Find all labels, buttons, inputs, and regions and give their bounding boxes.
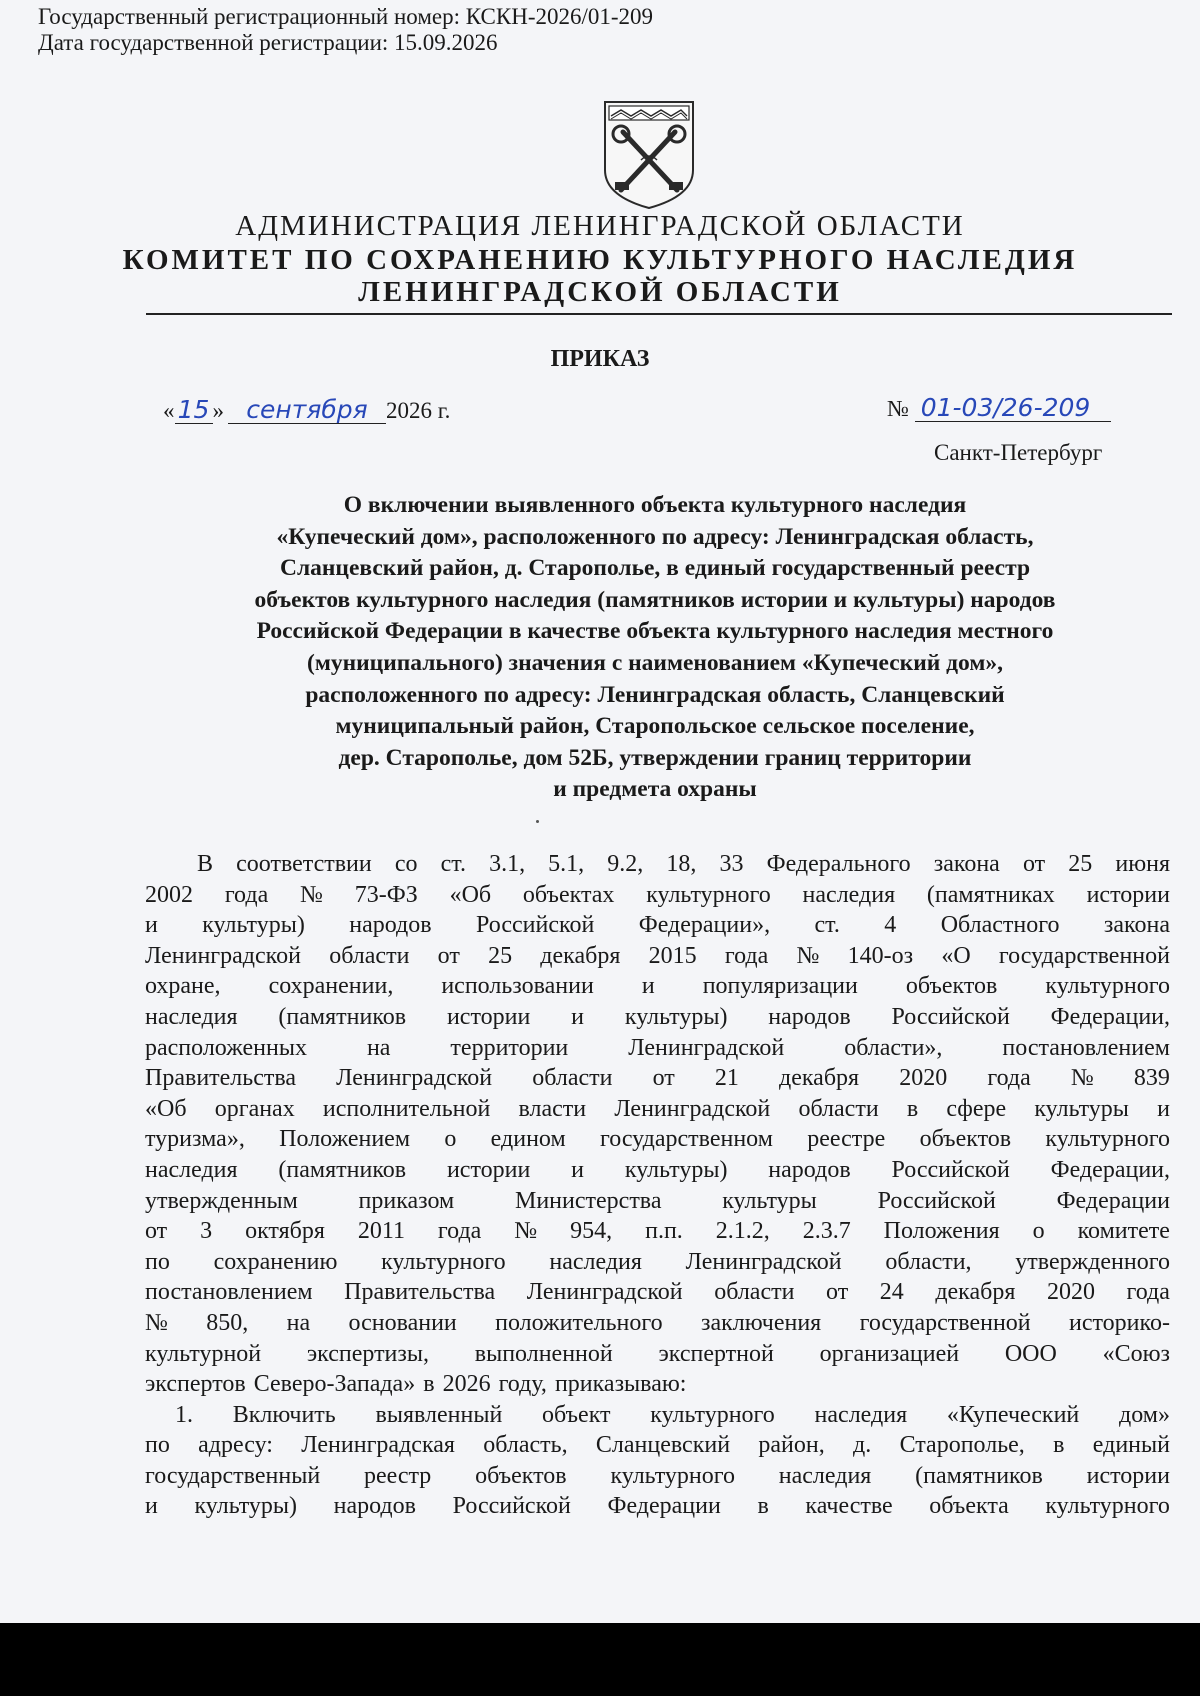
body-word: государственной xyxy=(998,942,1170,969)
body-line xyxy=(145,849,1170,880)
committee-title: КОМИТЕТ ПО СОХРАНЕНИЮ КУЛЬТУРНОГО НАСЛЕДИЯ xyxy=(122,244,1078,276)
body-word: реестре xyxy=(807,1126,886,1153)
body-line xyxy=(145,1033,1170,1064)
body-word: области», xyxy=(844,1034,943,1061)
body-word: году, xyxy=(498,1371,547,1398)
body-word: приказываю: xyxy=(554,1371,687,1398)
body-word: от xyxy=(652,1065,675,1092)
body-word: 954, xyxy=(570,1218,613,1245)
body-word: органах xyxy=(214,1095,295,1122)
body-word: государственной xyxy=(859,1309,1031,1336)
body-word: расположенных xyxy=(145,1034,307,1061)
body-word: «Союз xyxy=(1102,1340,1170,1367)
subject-line: Российской Федерации в качестве объекта культурного наследия местного xyxy=(256,618,1054,645)
order-subject xyxy=(140,490,1170,806)
body-word: закона xyxy=(1103,912,1170,939)
body-word: от xyxy=(437,942,460,969)
body-word: культурного xyxy=(650,1401,775,1428)
body-word: наследия xyxy=(814,1401,908,1428)
body-word: года xyxy=(724,942,769,969)
body-word: народов xyxy=(349,912,432,939)
body-word: октября xyxy=(245,1218,325,1245)
body-word: утвержденным xyxy=(145,1187,298,1214)
coat-of-arms-icon xyxy=(601,98,697,210)
body-word: года xyxy=(987,1065,1031,1092)
body-word: организацией xyxy=(819,1340,960,1367)
body-word: закона xyxy=(933,851,1000,877)
body-word: объектах xyxy=(522,881,615,908)
body-word: Положения xyxy=(883,1218,1000,1245)
body-word: области xyxy=(329,942,410,969)
body-line xyxy=(145,910,1170,941)
body-word: по xyxy=(145,1248,170,1275)
body-word: выполненной xyxy=(474,1340,613,1367)
body-line xyxy=(145,1491,1170,1522)
subject-line: расположенного по адресу: Ленинградская область, Сланцевский xyxy=(305,681,1005,708)
body-line xyxy=(145,1155,1170,1186)
body-word: 1. xyxy=(175,1401,193,1428)
body-word: исполнительной xyxy=(322,1095,491,1122)
body-word: культуры xyxy=(1034,1095,1129,1122)
date-day-field xyxy=(175,395,213,424)
body-word: 850, xyxy=(206,1309,249,1336)
body-line xyxy=(145,1461,1170,1492)
order-body xyxy=(145,849,1170,1522)
body-word: 9.2, xyxy=(607,851,644,877)
body-word: народов xyxy=(768,1156,851,1183)
administration-title: АДМИНИСТРАЦИЯ ЛЕНИНГРАДСКОЙ ОБЛАСТИ xyxy=(235,210,965,242)
subject-line: дер. Старополье, дом 52Б, утверждении границ территории xyxy=(338,744,972,771)
date-open-quote: « xyxy=(163,398,175,423)
body-word: Российской xyxy=(877,1187,996,1214)
body-word: п.п. xyxy=(645,1218,683,1245)
body-line xyxy=(145,1400,1170,1431)
body-word: сохранению xyxy=(213,1248,338,1275)
body-word: культуры) xyxy=(202,912,305,939)
body-word: на xyxy=(366,1034,391,1061)
body-word: «Об xyxy=(449,881,492,908)
body-word: дом» xyxy=(1119,1401,1170,1428)
body-word: 839 xyxy=(1133,1065,1170,1092)
number-value: 01-03/26-209 xyxy=(920,393,1091,422)
registration-info xyxy=(38,4,653,56)
body-word: 2.3.7 xyxy=(802,1218,851,1245)
body-word: области xyxy=(798,1095,879,1122)
body-word: государственном xyxy=(599,1126,773,1153)
body-word: культурного xyxy=(646,881,771,908)
date-month: сентября xyxy=(246,395,368,424)
ink-dot xyxy=(536,820,539,823)
body-word: области xyxy=(532,1065,613,1092)
body-word: выявленный xyxy=(375,1401,503,1428)
body-word: объектов xyxy=(919,1126,1012,1153)
subject-line: «Купеческий дом», расположенного по адресу: Ленинградская область, xyxy=(276,523,1034,550)
body-word: культурного xyxy=(610,1462,735,1489)
body-word: Областного xyxy=(940,912,1060,939)
body-word: сохранении, xyxy=(268,973,394,1000)
body-word: года xyxy=(224,881,269,908)
body-word: единый xyxy=(1092,1432,1170,1459)
body-word: культуры xyxy=(722,1187,817,1214)
number-field xyxy=(915,393,1111,422)
body-word: и xyxy=(1157,1095,1170,1122)
body-word: народов xyxy=(333,1493,416,1520)
body-word: Ленинградская xyxy=(301,1432,455,1459)
body-word: декабря xyxy=(540,942,621,969)
body-word: заключения xyxy=(700,1309,822,1336)
subject-line: и предмета охраны xyxy=(553,776,757,803)
body-word: постановлением xyxy=(1002,1034,1170,1061)
body-word: культурного xyxy=(1045,1493,1170,1520)
body-word: 2026 xyxy=(442,1371,491,1398)
order-date xyxy=(163,395,451,424)
body-word: объектов xyxy=(475,1462,567,1489)
body-word: адресу: xyxy=(198,1432,273,1459)
body-word: приказом xyxy=(358,1187,455,1214)
body-word: 25 xyxy=(488,942,513,969)
body-word: на xyxy=(286,1309,311,1336)
body-word: истории xyxy=(446,1003,531,1030)
body-word: № xyxy=(145,1309,168,1336)
body-word: и xyxy=(145,912,158,939)
body-line xyxy=(145,880,1170,911)
body-word: постановлением xyxy=(145,1279,313,1306)
date-month-field xyxy=(228,395,386,424)
body-word: (памятниках xyxy=(926,881,1055,908)
subject-line: Сланцевский район, д. Старополье, в единый государственный реестр xyxy=(279,555,1031,582)
body-word: реестр xyxy=(363,1462,432,1489)
body-line xyxy=(145,1094,1170,1125)
body-word: сфере xyxy=(946,1095,1007,1122)
body-word: использовании xyxy=(441,973,594,1000)
body-word: от xyxy=(826,1279,849,1306)
body-word: власти xyxy=(518,1095,587,1122)
body-word: 21 xyxy=(714,1065,739,1092)
body-word: объекта xyxy=(929,1493,1009,1520)
subject-line: муниципальный район, Старопольское сельское поселение, xyxy=(335,713,975,740)
body-word: объектов xyxy=(905,973,998,1000)
date-year: 2026 г. xyxy=(386,398,451,423)
scan-border xyxy=(0,1623,1200,1696)
body-word: 24 xyxy=(879,1279,904,1306)
body-word: июня xyxy=(1115,851,1170,877)
body-word: истории xyxy=(1086,881,1170,908)
body-word: 2020 xyxy=(1046,1279,1095,1306)
body-word: территории xyxy=(450,1034,569,1061)
body-line xyxy=(145,971,1170,1002)
body-word: комитете xyxy=(1077,1218,1170,1245)
body-word: Ленинградской xyxy=(614,1095,771,1122)
body-word: Положением xyxy=(279,1126,411,1153)
body-word: Федерации», xyxy=(638,912,771,939)
subject-line: объектов культурного наследия (памятников истории и культуры) народов xyxy=(254,586,1056,613)
body-word: (памятников xyxy=(915,1462,1043,1489)
body-word: № xyxy=(300,881,323,908)
body-word: Правительства xyxy=(145,1065,297,1092)
header-divider xyxy=(146,313,1172,315)
body-line xyxy=(145,1339,1170,1370)
body-word: культурного xyxy=(1045,973,1170,1000)
body-word: Сланцевский xyxy=(595,1432,731,1459)
body-word: культурного xyxy=(1045,1126,1170,1153)
body-line xyxy=(145,1308,1170,1339)
body-line xyxy=(145,1247,1170,1278)
body-word: и xyxy=(571,1003,585,1030)
body-word: народов xyxy=(768,1003,851,1030)
body-word: и xyxy=(145,1493,158,1520)
number-label: № xyxy=(887,396,909,421)
body-word: основании xyxy=(348,1309,457,1336)
body-word: культурной xyxy=(145,1340,262,1367)
body-word: охране, xyxy=(145,973,221,1000)
body-word: наследия xyxy=(549,1248,642,1275)
body-word: 3 xyxy=(200,1218,213,1245)
body-word: Ленинградской xyxy=(526,1279,683,1306)
body-word: истории xyxy=(1086,1462,1170,1489)
body-word: наследия xyxy=(145,1156,238,1183)
body-word: наследия xyxy=(145,1003,238,1030)
body-word: 73-ФЗ xyxy=(354,881,418,908)
body-word: качестве xyxy=(805,1493,893,1520)
body-word: и xyxy=(571,1156,585,1183)
order-city: Санкт-Петербург xyxy=(934,440,1103,465)
body-word: Федерации, xyxy=(1050,1003,1170,1030)
body-word: 2002 xyxy=(145,881,193,908)
body-word: экспертной xyxy=(658,1340,774,1367)
body-word: в xyxy=(423,1371,435,1398)
subject-line: О включении выявленного объекта культурного наследия xyxy=(343,492,967,518)
body-word: Российской xyxy=(891,1156,1010,1183)
body-word: от xyxy=(145,1218,168,1245)
body-word: ст. xyxy=(440,851,466,877)
date-day: 15 xyxy=(177,395,210,424)
body-word: «Купеческий xyxy=(946,1401,1080,1428)
body-word: культуры) xyxy=(194,1493,298,1520)
body-word: от xyxy=(1022,851,1046,877)
body-word: Министерства xyxy=(515,1187,662,1214)
body-word: области xyxy=(714,1279,795,1306)
body-line xyxy=(145,1124,1170,1155)
body-word: Российской xyxy=(476,912,595,939)
body-word: 2020 xyxy=(899,1065,948,1092)
body-word: район, xyxy=(758,1432,825,1459)
body-word: в xyxy=(906,1095,919,1122)
body-word: утвержденного xyxy=(1015,1248,1170,1275)
body-word: положительного xyxy=(495,1309,663,1336)
body-word: Федерального xyxy=(766,851,911,877)
body-line xyxy=(145,1430,1170,1461)
body-line xyxy=(145,1002,1170,1033)
body-word: государственный xyxy=(145,1462,321,1489)
body-word: по xyxy=(145,1432,170,1459)
body-word: область, xyxy=(483,1432,568,1459)
body-line xyxy=(145,941,1170,972)
body-word: 3.1, xyxy=(489,851,526,877)
body-word: культуры) xyxy=(624,1003,728,1030)
body-word: культуры) xyxy=(624,1156,728,1183)
body-word: культурного xyxy=(381,1248,506,1275)
body-word: года xyxy=(437,1218,482,1245)
body-word: Ленинградской xyxy=(628,1034,785,1061)
subject-line: (муниципального) значения с наименованием «Купеческий дом», xyxy=(307,649,1003,676)
order-number xyxy=(887,393,1111,422)
body-word: наследия xyxy=(802,881,896,908)
body-word: Северо-Запада» xyxy=(253,1371,416,1398)
body-word: № xyxy=(796,942,820,969)
body-word: Федерации xyxy=(1056,1187,1170,1214)
body-word: «О xyxy=(941,942,971,969)
body-word: в xyxy=(757,1493,769,1520)
body-word: Включить xyxy=(232,1401,336,1428)
body-word: № xyxy=(514,1218,538,1245)
body-line xyxy=(145,1063,1170,1094)
body-word: Старополье, xyxy=(899,1432,1025,1459)
body-word: 2015 xyxy=(648,942,697,969)
body-word: истории xyxy=(446,1156,531,1183)
body-word: 140-оз xyxy=(847,942,914,969)
body-word: ст. xyxy=(814,912,840,939)
body-word: 25 xyxy=(1068,851,1093,877)
body-word: Ленинградской xyxy=(145,942,301,969)
body-word: 2011 xyxy=(357,1218,405,1245)
body-word: экспертов xyxy=(145,1371,246,1398)
region-title: ЛЕНИНГРАДСКОЙ ОБЛАСТИ xyxy=(358,276,842,308)
body-word: объект xyxy=(542,1401,611,1428)
body-word: ООО xyxy=(1004,1340,1057,1367)
body-word: декабря xyxy=(935,1279,1016,1306)
body-word: историко- xyxy=(1068,1309,1170,1336)
body-line xyxy=(145,1369,1170,1400)
body-word: № xyxy=(1070,1065,1094,1092)
body-word: Ленинградской xyxy=(685,1248,842,1275)
body-word: соответствии xyxy=(236,851,372,877)
body-word: Федерации, xyxy=(1050,1156,1170,1183)
body-word: едином xyxy=(490,1126,566,1153)
body-word: Российской xyxy=(891,1003,1010,1030)
body-word: 5.1, xyxy=(548,851,585,877)
body-word: д. xyxy=(853,1432,872,1459)
body-word: Российской xyxy=(452,1493,571,1520)
body-line xyxy=(145,1216,1170,1247)
body-word: (памятников xyxy=(278,1003,407,1030)
registration-number: Государственный регистрационный номер: КСКН-2026/01-209 xyxy=(38,4,654,29)
body-line xyxy=(145,1277,1170,1308)
body-word: области, xyxy=(885,1248,972,1275)
date-close-quote: » xyxy=(212,398,224,423)
body-word: (памятников xyxy=(278,1156,407,1183)
body-word: экспертизы, xyxy=(306,1340,430,1367)
body-word: и xyxy=(641,973,655,1000)
body-word: 33 xyxy=(719,851,744,877)
body-word: популяризации xyxy=(702,973,858,1000)
body-word: наследия xyxy=(778,1462,872,1489)
body-word: туризма», xyxy=(145,1126,245,1153)
body-word: о xyxy=(444,1126,457,1153)
body-word: со xyxy=(394,851,418,877)
body-line xyxy=(145,1186,1170,1217)
body-word: 4 xyxy=(884,912,897,939)
registration-date: Дата государственной регистрации: 15.09.2026 xyxy=(38,30,498,55)
body-word: Ленинградской xyxy=(336,1065,493,1092)
body-word: Правительства xyxy=(344,1279,496,1306)
body-word: В xyxy=(197,851,214,877)
body-word: декабря xyxy=(779,1065,860,1092)
body-word: года xyxy=(1126,1279,1170,1306)
body-word: 2.1.2, xyxy=(715,1218,770,1245)
body-word: 18, xyxy=(666,851,697,877)
body-word: «Об xyxy=(145,1095,187,1122)
body-word: Федерации xyxy=(607,1493,721,1520)
body-word: в xyxy=(1053,1432,1065,1459)
body-word: о xyxy=(1032,1218,1045,1245)
order-title: ПРИКАЗ xyxy=(550,346,650,372)
